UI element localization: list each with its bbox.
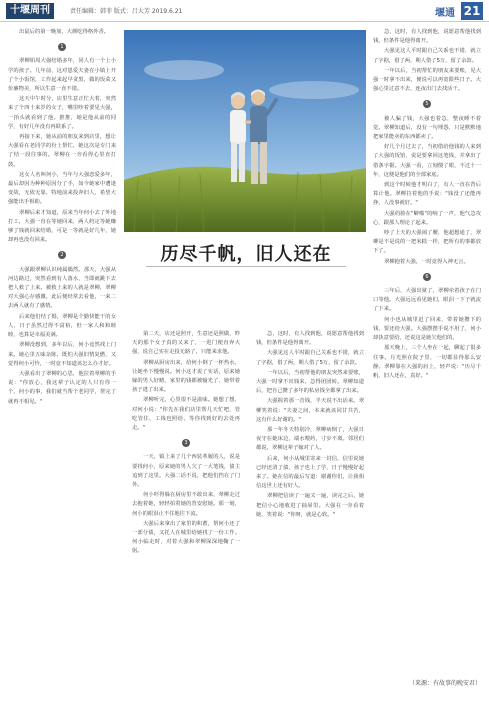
article-title: 历尽千帆，旧人还在 [160, 244, 332, 265]
paragraph: 翠柳后来才知道，原来当年何小去了外地打工，大强一直在等她回来，两人约定等她赚够了钱就回来结婚，可是一等就是好几年，她却再也没有回来。 [8, 209, 116, 244]
title-block [124, 232, 366, 324]
paragraph: 翠柳听完，心里很不是滋味。她想了想，对何小说："你先在我们店里帮几天忙吧，管吃管住，工钱也照给，等你找到好的去处再走。" [132, 397, 240, 432]
paragraph: 大强的脸在"噼啪"的响了一声，他气急攻心，跟那人理论了起来。 [373, 210, 481, 226]
paragraph: 一天，镇上来了几个西装革履的人，说是要找何小，原来她的男人欠了一大笔钱，债主追到了这里。大强二话不说，把他们挡在了门外。 [132, 454, 240, 489]
text-column-4 [373, 28, 481, 648]
paragraph: 何小吓得躲在厨房里不敢出来，翠柳走过去抱着她，轻轻拍着她的背安慰她。那一刻，何小的眼泪止不住地往下流。 [132, 492, 240, 517]
paragraph: 一年以后，当初帮忙的朋友来要账，见大强一时拿不出来，便说可以再宽限些日子。大强心里过意不去，连夜出门去找活干。 [373, 67, 481, 93]
section-marker: 5 [373, 100, 481, 109]
paragraph: 翠柳从厨房出来，给何小倒了一杯热水，让她坐下慢慢说。何小这才说了实话，原来她嫁的男人好赌，家里的钱都被输光了，她带着孩子逃了出来。 [132, 359, 240, 394]
page-number: 21 [461, 2, 483, 20]
paragraph: 何小也从城里赶了回来，带着她攒下的钱，要还给大强。大强摆摆手说不用了，何小却执意要给，还说这是她欠他们的。 [373, 316, 481, 342]
couple-on-grass-image [124, 30, 366, 232]
title-divider [146, 266, 346, 267]
paragraph: 出鼠后的第一晚加，大颜吃得格外香。 [19, 29, 110, 35]
text-column-1 [8, 28, 116, 694]
paragraph: 这女人名叫何小，当年与大强恋爱多年，最后却因为种种原因分了手，如今她家中遭逢变故，无依无靠，特地前来投奔旧人，希望大强能出手相助。 [8, 171, 116, 206]
paragraph: 大强看出了翠柳的心思，他拉着翠柳的手说："你放心，我这辈子认定的人只有你一个，何小的事，我们就当帮个老同学，帮完了就再不相见。" [8, 370, 116, 405]
editor-line: 责任编辑：韩菲 版式：吕大芳 2019.6.21 [70, 8, 183, 15]
paragraph: 那一年冬天特别冷，翠柳病倒了，大强日夜守在她床边，端水喂药，寸步不离。邻居们都说，翠柳这辈子嫁对了人。 [256, 427, 364, 452]
section-marker: 3 [132, 439, 240, 448]
paragraph: 吵了上天的大强闹了腰，他超想通了，翠柳是不是说的一把米糕一样，把所有的事都放下了。 [373, 230, 481, 255]
text-column-2 [132, 330, 240, 674]
paragraph: 再接下来，她从前的朋友来到店里，想让大强看在老同学的份上帮忙，她这次是专门来了结一段往事的。翠柳在一旁看得心里直打鼓。 [8, 134, 116, 168]
paragraph: 三年后，大强出狱了，翠柳牵着孩子在门口等他。大强远远看见她们，眼泪一下子就流了下来。 [373, 288, 481, 313]
paragraph: 翠柳姐周大强结婚多年，同人有一个上小学的孩子。几年前，这对恩爱夫妻在小镇上开了个小饭馆，工作起来起早贪黑，做的饭菜又价廉物美，所以生意一直不错。 [8, 58, 116, 93]
paragraph: 翠柳没想到，多年以后，何小竟然找上门来。她心里五味杂陈，既怕大强旧情复燃，又觉得何小可怜，一时竟不知道该怎么办才好。 [8, 342, 116, 367]
paragraph: 这天中午时分，店里生意正忙大着，突然来了个四十来岁的女子，嘴里吵着要见大强，一抬头就看到了他。推推，她是他从前的同学，有好几年没有再联系了。 [8, 96, 116, 130]
paragraph: 急，这时，有人找到他，说愿意帮他找到钱，但条件是他得离开。 [373, 29, 481, 45]
paragraph: 被人骗了钱，大强也着急，整夜睡不着觉。翠柳知道后，没有一句埋怨，只是默默地把家里能卖的东西都卖了。 [373, 115, 481, 141]
article-photo [124, 30, 366, 232]
paragraph: 大强见这人平时跟自己关系也不错，就立了字据，借了两，期人借了5万，留了余款。 [256, 350, 364, 366]
paragraph: 大强见这人平时跟自己关系也不错，就立了字据，借了两，期人借了5万，留了余款。 [373, 48, 481, 64]
paragraph: 一年以后，当初帮他的朋友突然来要账，大强一时拿不出钱来，急得团团转。翠柳知道后，把自己攒了多年的私房钱全都拿了出来。 [256, 369, 364, 395]
section-marker: 6 [373, 273, 481, 282]
paragraph: 大强握着那一沓钱，半天说不出话来。翠柳笑着说："夫妻之间，本来就该同甘共苦，这有什么好谢的。" [256, 398, 364, 423]
paragraph: 到这个时候他才明白了，有人一直在背后算计他。翠柳拉着他的手说："钱没了还能再挣，人没事就好。" [373, 182, 481, 207]
paragraph: 大强后来拿出了家里的积蓄，帮何小还了一部分债，又托人在城里给她找了一份工作。何小临走时，对着大强和翠柳深深地鞠了一躬。 [132, 520, 240, 555]
paragraph: 那天晚上，三个人坐在一起，聊起了很多往事。月光照在院子里，一切都显得那么安静。翠柳靠在大强的肩上，轻声说："历尽千帆，旧人还在，真好。" [373, 345, 481, 379]
paragraph: 后来，何小从城里寄来一封信，信里说她已经还清了债，孩子也上了学，日子慢慢好起来了。她在信的最后写道：谢谢你们，让我相信这世上还有好人。 [256, 455, 364, 490]
text-column-3 [256, 330, 364, 674]
paragraph: 大强跟翠柳认识纯属偶然。那天，大强从河边路过，突然看到有人落水，当即就跳下去把人救了上来。被救上来的人就是翠柳，翠柳对大强心存感激，此后便经常去看他，一来二去两人就有了感情。 [8, 266, 116, 310]
paragraph: 翠柳把信读了一遍又一遍，读完之后，她把信小心地收进了抽屉里。大强在一旁看着她，笑着说："你呀，就是心软。" [256, 493, 364, 518]
paragraph: 好几个月过去了，当初借给他钱的人来到了大强的饭馆，说是要拿回这笔钱，并拿出了借条字据。大强一看，立刻傻了眼，不过十一年，这便是他们的全部家底。 [373, 144, 481, 178]
section-marker: 1 [8, 43, 116, 52]
section-marker: 2 [8, 251, 116, 260]
section-name: 堰通 [435, 8, 455, 19]
masthead: 十堰周刊 [6, 3, 54, 19]
paragraph: 第二天，店还是照开，生意还是照做，昨天的那个女子真的又来了，一进门便直奔大强，说自己实在走投无路了，只能来求他。 [132, 331, 240, 356]
page-header [0, 0, 489, 22]
paragraph: 翠柳抱着大强，一时竟得入神无言。 [384, 258, 469, 265]
paragraph: 后来他们结了婚，翠柳是个勤快能干的女人，日子虽然过得不富裕，但一家人和和睦睦，也算是幸福美满。 [8, 313, 116, 339]
article-source: （来源：有故事的晚安君） [408, 680, 481, 687]
paragraph: 急，这时，有人找到他，说愿意帮他找到钱，但条件是他得离开。 [256, 331, 364, 347]
